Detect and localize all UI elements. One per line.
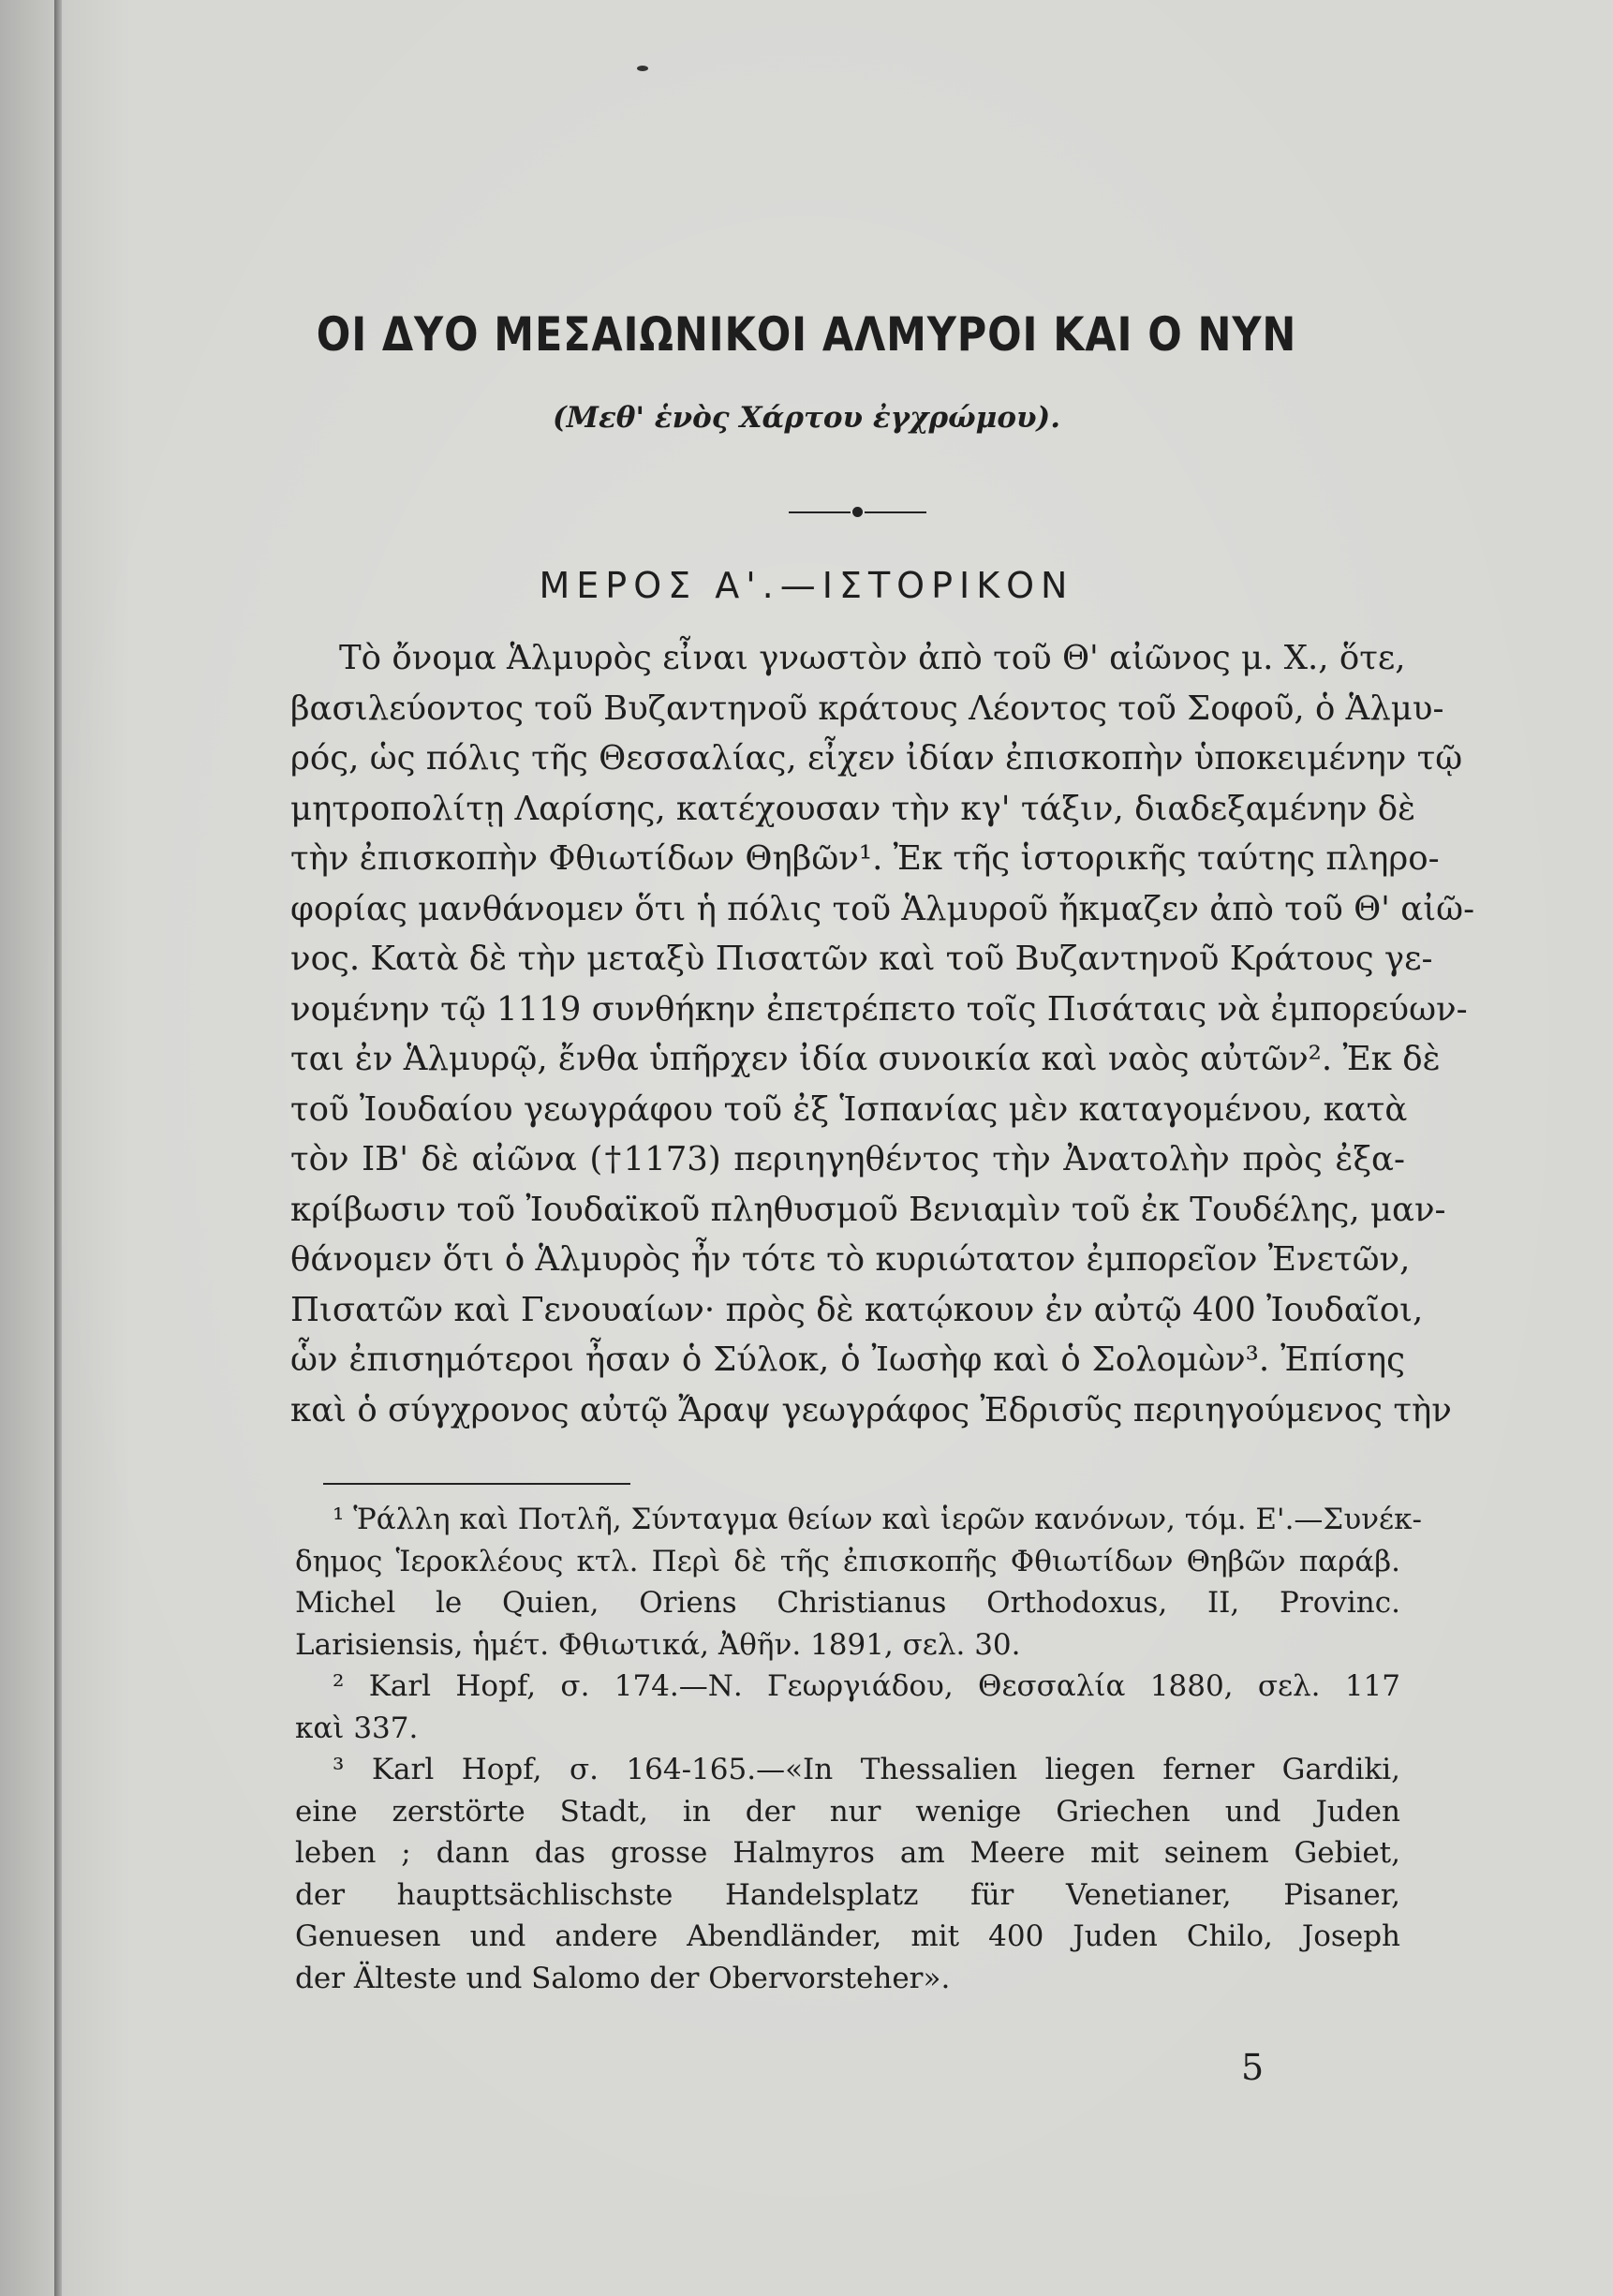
footnote-line: Genuesen und andere Abendländer, mit 400 Juden Chilo, Joseph [295, 1919, 1400, 1953]
body-line: Τὸ ὄνομα Ἁλμυρὸς εἶναι γνωστὸν ἀπὸ τοῦ Θ' αἰῶνος μ. Χ., ὅτε, [339, 639, 1406, 677]
footnote-line: Larisiensis, ἡμέτ. Φθιωτικά, Ἀθῆν. 1891, σελ. 30. [295, 1627, 1021, 1662]
body-line: βασιλεύοντος τοῦ Βυζαντηνοῦ κράτους Λέοντος τοῦ Σοφοῦ, ὁ Ἁλμυ- [290, 689, 1444, 728]
footnote-line: καὶ 337. [295, 1711, 419, 1745]
body-line: ρός, ὡς πόλις τῆς Θεσσαλίας, εἶχεν ἰδίαν ἐπισκοπὴν ὑποκειμένην τῷ [290, 739, 1463, 778]
body-line: κρίβωσιν τοῦ Ἰουδαϊκοῦ πληθυσμοῦ Βενιαμὶν τοῦ ἐκ Τουδέλης, μαν- [290, 1190, 1446, 1229]
ornament-dot [852, 507, 863, 517]
footnote-line: ¹ Ῥάλλη καὶ Ποτλῆ, Σύνταγμα θείων καὶ ἱερῶν κανόνων, τόμ. Ε'.—Συνέκ- [333, 1503, 1422, 1536]
ink-speck [637, 66, 648, 71]
page-number: 5 [1241, 2047, 1265, 2088]
footnote-line: der Älteste und Salomo der Obervorsteher». [295, 1961, 951, 1995]
body-line: νομένην τῷ 1119 συνθήκην ἐπετρέπετο τοῖς Πισάταις νὰ ἐμπορεύων- [290, 989, 1468, 1029]
body-line: καὶ ὁ σύγχρονος αὐτῷ Ἄραψ γεωγράφος Ἐδρισῦς περιηγούμενος τὴν [290, 1390, 1452, 1429]
body-line: Πισατῶν καὶ Γενουαίων· πρὸς δὲ κατῴκουν ἐν αὐτῷ 400 Ἰουδαῖοι, [290, 1290, 1424, 1329]
article-title: ΟΙ ΔΥΟ ΜΕΣΑΙΩΝΙΚΟΙ ΑΛΜΥΡΟΙ ΚΑΙ Ο ΝΥΝ [316, 307, 1297, 362]
ornament-line-left [789, 511, 851, 513]
footnote-line: ² Karl Hopf, σ. 174.—Ν. Γεωργιάδου, Θεσσαλία 1880, σελ. 117 [333, 1669, 1400, 1703]
page-spine-shadow [54, 0, 62, 2296]
body-line: τοῦ Ἰουδαίου γεωγράφου τοῦ ἐξ Ἱσπανίας μὲν καταγομένου, κατὰ [290, 1089, 1408, 1129]
footnote-separator [323, 1483, 630, 1485]
footnote-line: leben ; dann das grosse Halmyros am Meere mit seinem Gebiet, [295, 1836, 1400, 1870]
body-line: φορίας μανθάνομεν ὅτι ἡ πόλις τοῦ Ἁλμυροῦ ἤκμαζεν ἀπὸ τοῦ Θ' αἰῶ- [290, 889, 1475, 928]
ornament-line-right [865, 511, 926, 513]
section-heading: ΜΕΡΟΣ Α'.—ΙΣΤΟΡΙΚΟΝ [539, 565, 1074, 606]
footnote-line: ³ Karl Hopf, σ. 164-165.—«In Thessalien liegen ferner Gardiki, [333, 1753, 1400, 1786]
body-line: ται ἐν Ἁλμυρῷ, ἔνθα ὑπῆρχεν ἰδία συνοικία καὶ ναὸς αὐτῶν². Ἐκ δὲ [290, 1040, 1441, 1078]
article-subtitle: (Μεθ' ἑνὸς Χάρτου ἐγχρώμου). [552, 401, 1060, 435]
footnotes [295, 1499, 1422, 1999]
body-line: νος. Κατὰ δὲ τὴν μεταξὺ Πισατῶν καὶ τοῦ Βυζαντηνοῦ Κράτους γε- [290, 940, 1433, 978]
footnote-line: eine zerstörte Stadt, in der nur wenige Griechen und Juden [295, 1794, 1400, 1829]
footnote-line: der haupttsächlischste Handelsplatz für Venetianer, Pisaner, [295, 1877, 1400, 1912]
body-line: θάνομεν ὅτι ὁ Ἁλμυρὸς ἦν τότε τὸ κυριώτατον ἐμπορεῖον Ἐνετῶν, [290, 1240, 1411, 1279]
section-ornament [789, 503, 929, 522]
footnote-line: δημος Ἱεροκλέους κτλ. Περὶ δὲ τῆς ἐπισκοπῆς Φθιωτίδων Θηβῶν παράβ. [295, 1544, 1400, 1578]
body-line: τὸν ΙΒ' δὲ αἰῶνα (†1173) περιηγηθέντος τὴν Ἀνατολὴν πρὸς ἐξα- [290, 1140, 1405, 1178]
body-line: τὴν ἐπισκοπὴν Φθιωτίδων Θηβῶν¹. Ἐκ τῆς ἱστορικῆς ταύτης πληρο- [290, 839, 1440, 878]
body-paragraph [290, 633, 1475, 1435]
footnote-line: Michel le Quien, Oriens Christianus Orthodoxus, II, Provinc. [295, 1586, 1400, 1620]
body-line: μητροπολίτῃ Λαρίσης, κατέχουσαν τὴν κγ' τάξιν, διαδεξαμένην δὲ [290, 789, 1416, 828]
body-line: ὧν ἐπισημότεροι ἦσαν ὁ Σύλοκ, ὁ Ἰωσὴφ καὶ ὁ Σολομὼν³. Ἐπίσης [290, 1341, 1405, 1379]
